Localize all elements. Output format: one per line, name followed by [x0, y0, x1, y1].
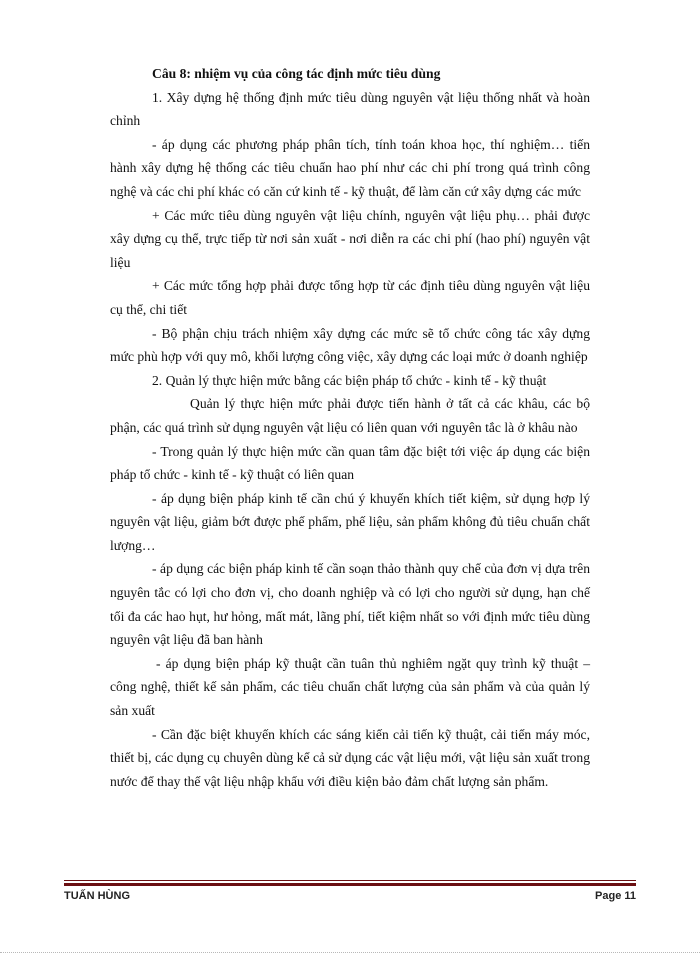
paragraph-plus: + Các mức tiêu dùng nguyên vật liệu chính, nguyên vật liệu phụ… phải được xây dựng cụ thể, trực tiếp từ nơi sản xuất - nơi diễn ra các chi phí (hao phí) nguyên vật liệu — [110, 207, 590, 270]
page-footer — [64, 890, 636, 908]
paragraph-bullet: - áp dụng biện pháp kinh tế cần chú ý khuyến khích tiết kiệm, sử dụng hợp lý nguyên vật liệu, giảm bớt được phế phẩm, phế liệu, sản phẩm không đủ tiêu chuẩn chất lượng… — [110, 490, 590, 553]
footer-author: TUẤN HÙNG — [64, 890, 130, 902]
footer-page-number: Page 11 — [595, 890, 636, 902]
paragraph-bullet: - áp dụng các phương pháp phân tích, tính toán khoa học, thí nghiệm… tiến hành xây dựng hệ thống các tiêu chuẩn hao phí như các chi phí trong quá trình công nghệ và các chi phí khác có căn cứ kinh tế - kỹ thuật, để làm căn cứ xây dựng các mức — [110, 136, 590, 199]
paragraph-plus: + Các mức tổng hợp phải được tổng hợp từ các định tiêu dùng nguyên vật liệu cụ thể, chi tiết — [110, 278, 590, 317]
paragraph-item-2: 2. Quản lý thực hiện mức bằng các biện pháp tổ chức - kinh tế - kỹ thuật — [152, 372, 547, 388]
paragraph-indented: Quản lý thực hiện mức phải được tiến hành ở tất cả các khâu, các bộ phận, các quá trình sử dụng nguyên vật liệu có liên quan với nguyên tắc là ở khâu nào — [110, 396, 590, 435]
paragraph-bullet: - Cần đặc biệt khuyến khích các sáng kiến cải tiến kỹ thuật, cải tiến máy móc, thiết bị, các dụng cụ chuyên dùng kể cả sử dụng các vật liệu mới, vật liệu sản xuất trong nước để thay thế vật liệu nhập khẩu với điều kiện bảo đảm chất lượng sản phẩm. — [110, 726, 590, 789]
paragraph-item-1: 1. Xây dựng hệ thống định mức tiêu dùng nguyên vật liệu thống nhất và hoàn chỉnh — [110, 89, 590, 129]
document-body — [110, 62, 590, 793]
paragraph-bullet: - áp dụng các biện pháp kinh tế cần soạn thảo thành quy chế của đơn vị dựa trên nguyên tắc có lợi cho đơn vị, cho doanh nghiệp và có lợi cho người sử dụng, hạn chế tối đa các hao hụt, hư hỏng, mất mát, lãng phí, tiết kiệm nhất so với định mức tiêu dùng nguyên vật liệu đã ban hành — [110, 561, 590, 648]
paragraph-bullet: - Bộ phận chịu trách nhiệm xây dựng các mức sẽ tổ chức công tác xây dựng mức phù hợp với quy mô, khối lượng công việc, xây dựng các loại mức ở doanh nghiệp — [110, 325, 590, 365]
footer-rule-thick — [64, 883, 636, 886]
paragraph-bullet: - Trong quản lý thực hiện mức cần quan tâm đặc biệt tới việc áp dụng các biện pháp tổ chức - kinh tế - kỹ thuật có liên quan — [110, 443, 590, 483]
section-heading: Câu 8: nhiệm vụ của công tác định mức tiêu dùng — [152, 66, 441, 81]
paragraph-bullet: - áp dụng biện pháp kỹ thuật cần tuân thủ nghiêm ngặt quy trình kỹ thuật – công nghệ, thiết kế sản phẩm, các tiêu chuẩn chất lượng của sản phẩm và của quản lý sản xuất — [110, 655, 590, 719]
footer-rule-thin — [64, 880, 636, 881]
page-bottom-divider — [0, 952, 700, 953]
